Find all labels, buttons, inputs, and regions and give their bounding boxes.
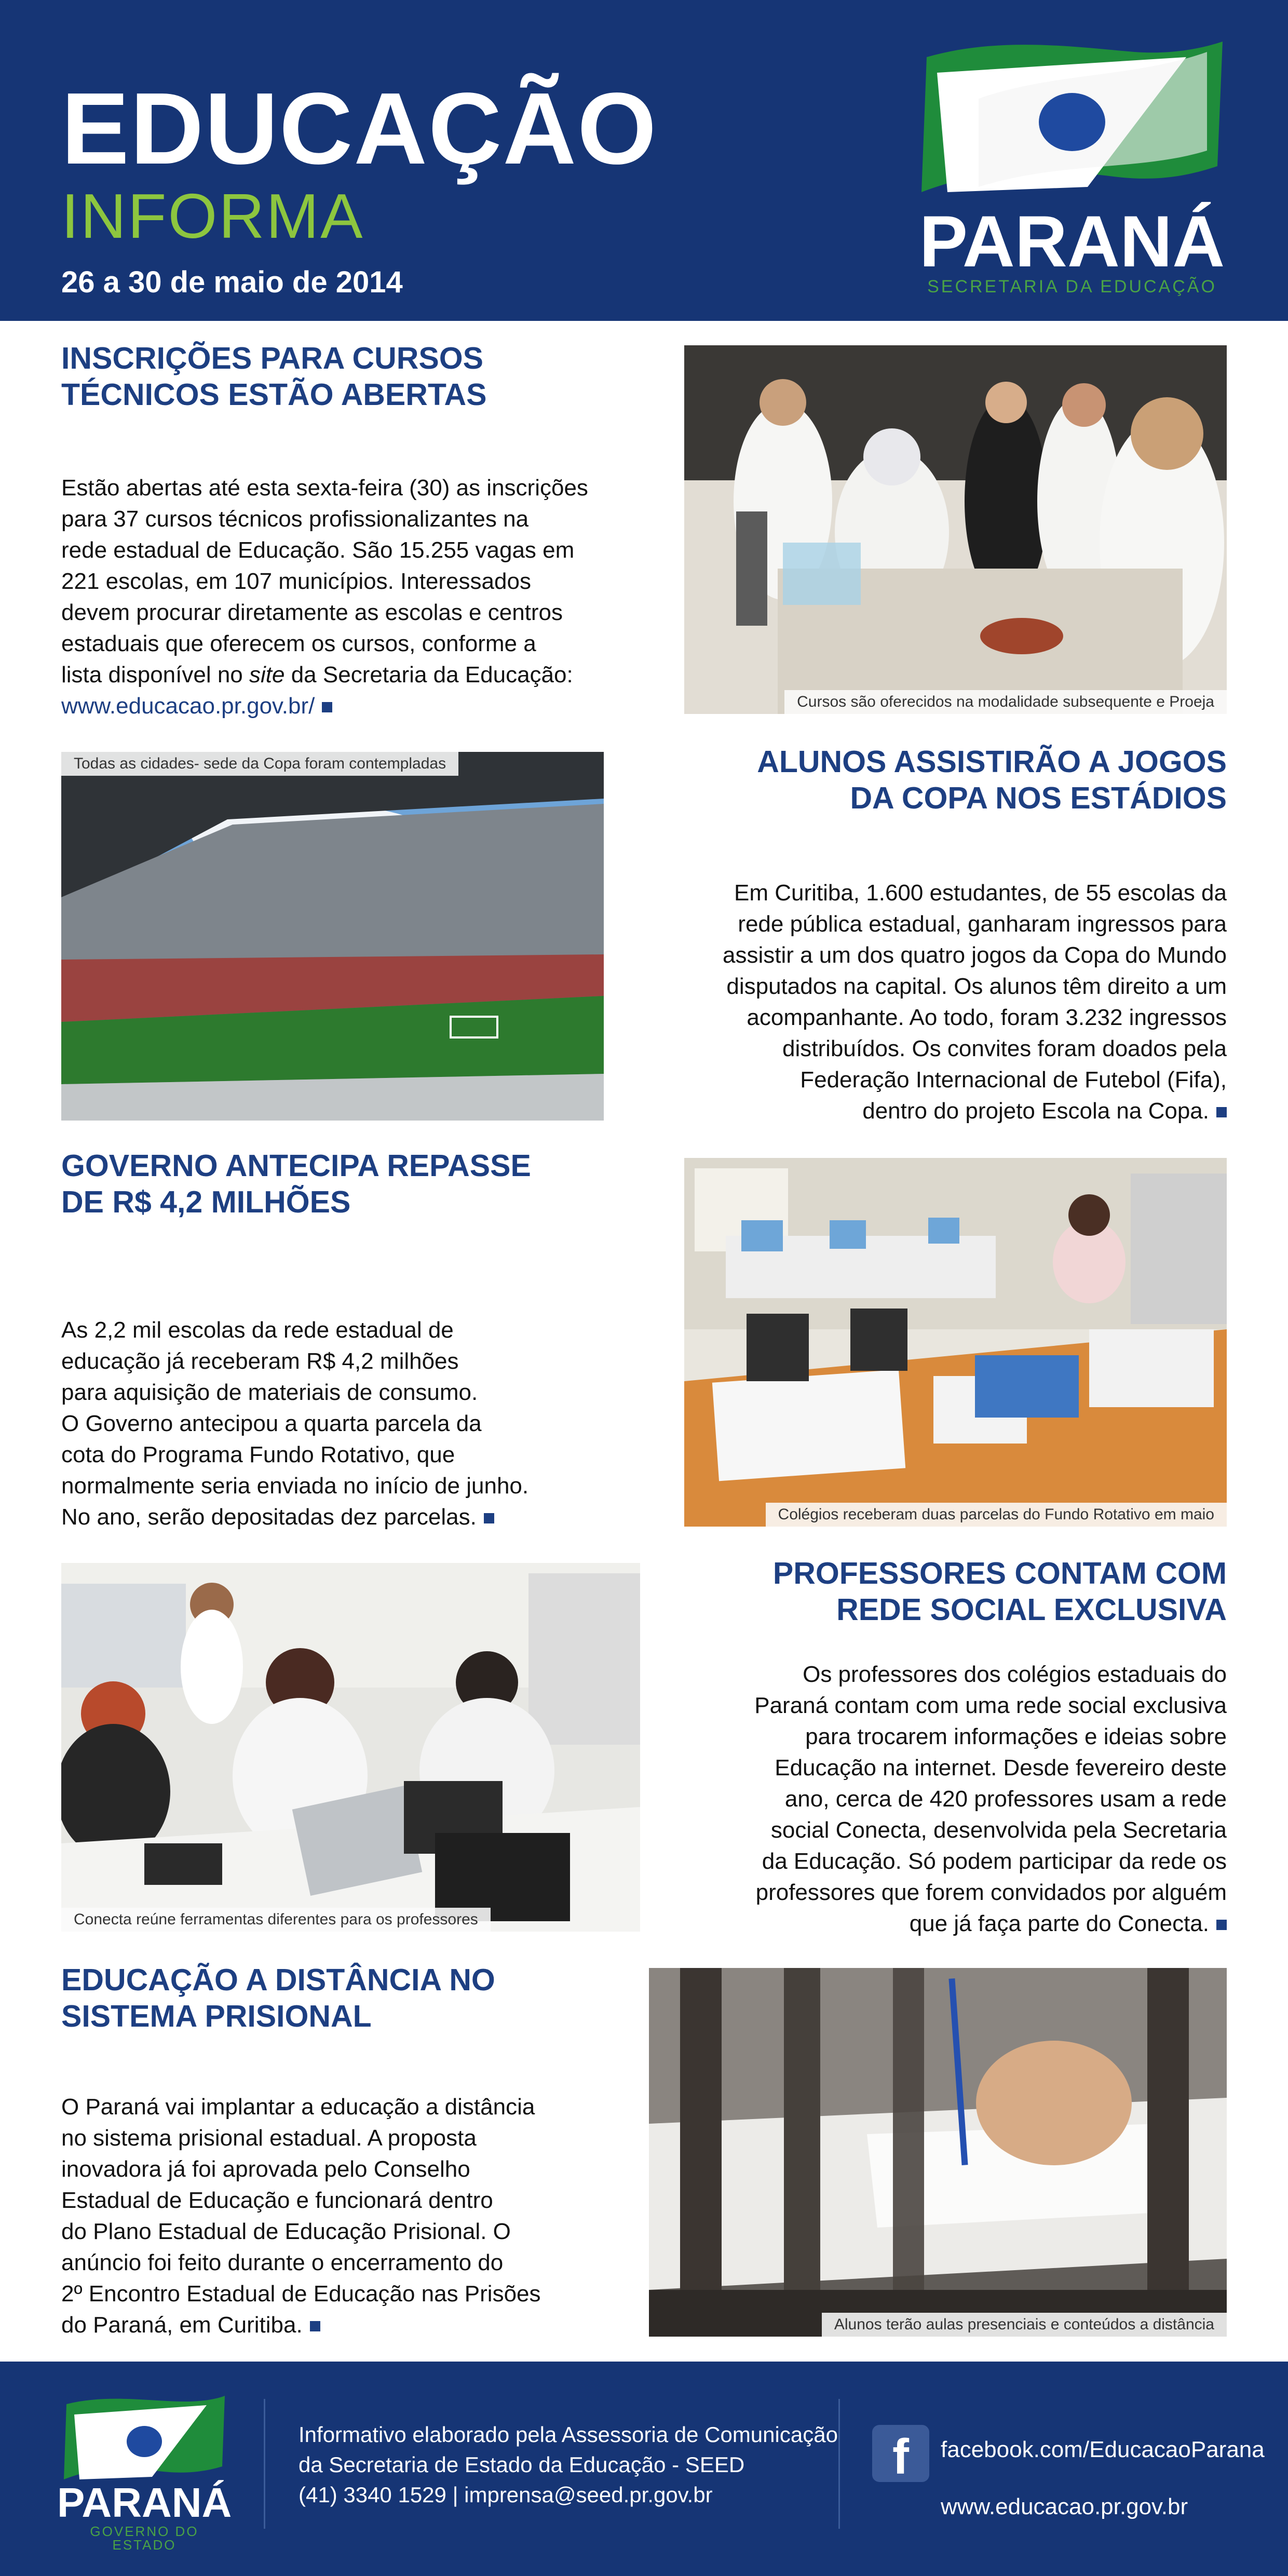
photo-caption: Alunos terão aulas presenciais e conteúdos a distância [822,2313,1227,2337]
article-heading: EDUCAÇÃO A DISTÂNCIA NO SISTEMA PRISIONAL [61,1963,495,2033]
end-square-icon [1216,1107,1227,1117]
footer-divider [264,2399,265,2529]
footer-credits: Informativo elaborado pela Assessoria de Comunicação da Secretaria de Estado da Educação - SEED (41) 3340 1529 | imprensa@seed.pr.gov.br [299,2420,838,2510]
article-funding [61,1148,658,1220]
article-technical-courses [61,340,658,413]
parana-flag-icon [916,36,1228,208]
article-body: Em Curitiba, 1.600 estudantes, de 55 escolas da rede pública estadual, ganharam ingressos para assistir a um dos quatro jogos da Copa do Mundo disputados na capital. Os alunos têm direito a um acompanhante. Ao todo, foram 3.232 ingressos distribuídos. Os convites foram doados pela Federação Internacional de Futebol (Fifa), dentro do projeto Escola na Copa. [722,880,1227,1124]
photo-caption: Conecta reúne ferramentas diferentes para os professores [61,1908,491,1932]
logo-wordmark: PARANÁ [919,200,1225,282]
photo-teachers-laptops [61,1563,640,1932]
facebook-icon[interactable]: f [872,2425,929,2482]
photo-school-office [684,1158,1227,1527]
article-heading: PROFESSORES CONTAM COM REDE SOCIAL EXCLUSIVA [772,1556,1227,1627]
photo-caption: Colégios receberam duas parcelas do Fundo Rotativo em maio [766,1503,1227,1527]
end-square-icon [322,702,332,712]
footer-logo-government: GOVERNO DO ESTADO [90,2524,199,2553]
education-site-link[interactable]: www.educacao.pr.gov.br/ [61,693,315,719]
article-body: Estão abertas até esta sexta-feira (30) as inscrições para 37 cursos técnicos profissionalizantes na rede estadual de Educação. São 15.255 vagas em 221 escolas, em 107 municípios. Interessados devem procurar diretamente as escolas e centros estaduais que oferecem os cursos, conforme a lista disponível no site da Secretaria da Educação: www.educacao.pr.gov.br/ [61,475,588,719]
logo-department: SECRETARIA DA EDUCAÇÃO [927,277,1217,296]
article-heading: GOVERNO ANTECIPA REPASSE DE R$ 4,2 MILHÕES [61,1149,531,1219]
article-heading: INSCRIÇÕES PARA CURSOS TÉCNICOS ESTÃO ABERTAS [61,341,487,412]
website-link[interactable]: www.educacao.pr.gov.br [941,2494,1188,2519]
article-prison-education [61,1962,658,2034]
photo-lab-students [684,345,1227,714]
masthead-title: EDUCAÇÃO [61,72,658,185]
photo-caption: Todas as cidades- sede da Copa foram contempladas [61,752,458,776]
photo-prison-writing [649,1968,1227,2337]
end-square-icon [310,2321,320,2331]
article-body: O Paraná vai implantar a educação a distância no sistema prisional estadual. A proposta inovadora já foi aprovada pelo Conselho Estadual de Educação e funcionará dentro do Plano Estadual de Educação Prisional. O anúncio foi feito durante o encerramento do 2º Encontro Estadual de Educação nas Prisões do Paraná, em Curitiba. [61,2094,541,2338]
article-heading: ALUNOS ASSISTIRÃO A JOGOS DA COPA NOS ESTÁDIOS [757,745,1227,815]
article-body: As 2,2 mil escolas da rede estadual de educação já receberam R$ 4,2 milhões para aquisição de materiais de consumo. O Governo antecipou a quarta parcela da cota do Programa Fundo Rotativo, que normalmente seria enviada no início de junho. No ano, serão depositadas dez parcelas. [61,1317,529,1530]
footer-logo-wordmark: PARANÁ [57,2479,232,2526]
end-square-icon [484,1513,494,1523]
photo-stadium [61,752,604,1121]
article-world-cup [684,744,1227,816]
end-square-icon [1216,1920,1227,1930]
article-social-network [684,1555,1227,1628]
facebook-link[interactable]: facebook.com/EducacaoParana [941,2437,1265,2462]
parana-flag-icon [61,2394,227,2487]
footer-divider [838,2399,840,2529]
photo-caption: Cursos são oferecidos na modalidade subsequente e Proeja [784,690,1227,714]
masthead-subtitle: INFORMA [61,181,364,251]
contact-line[interactable]: (41) 3340 1529 | imprensa@seed.pr.gov.br [299,2483,713,2507]
article-body: Os professores dos colégios estaduais do Paraná contam com uma rede social exclusiva para trocarem informações e ideias sobre Educação na internet. Desde fevereiro deste ano, cerca de 420 professores usam a rede social Conecta, desenvolvida pela Secretaria da Educação. Só podem participar da rede os professores que forem convidados por alguém que já faça parte do Conecta. [754,1662,1227,1936]
issue-date: 26 a 30 de maio de 2014 [61,265,403,299]
